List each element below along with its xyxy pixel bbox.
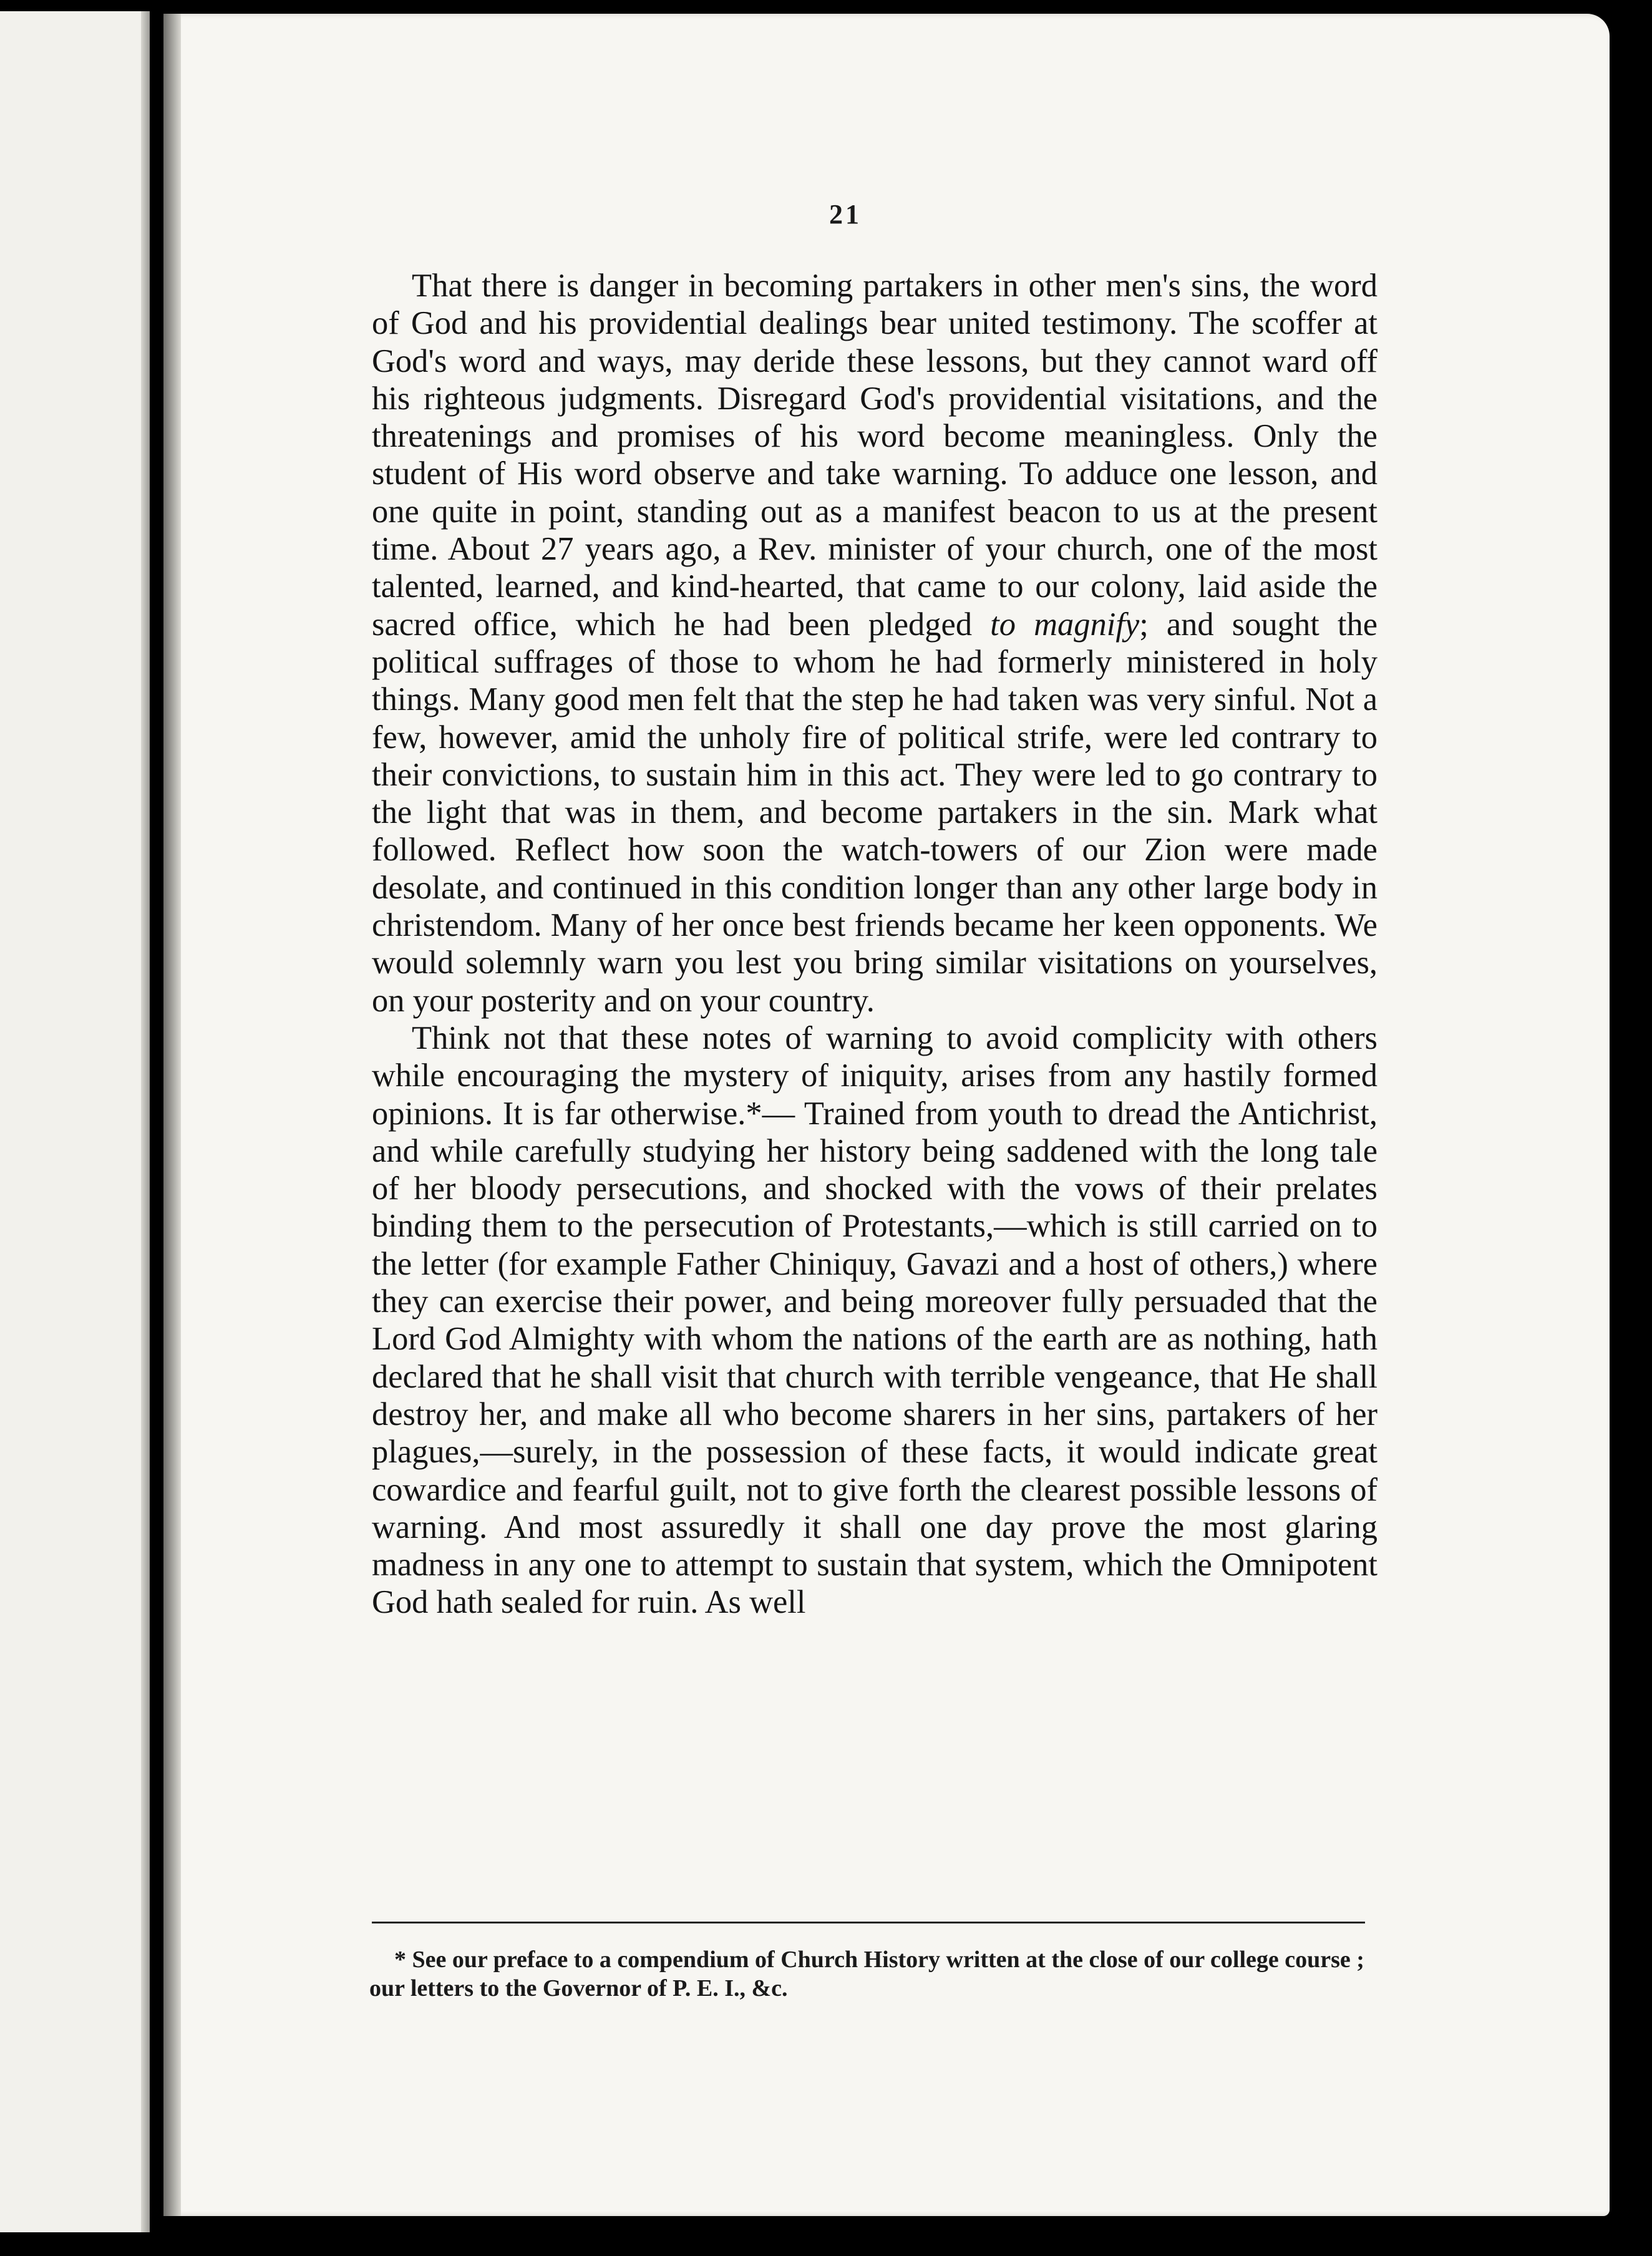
footnote-divider — [372, 1922, 1365, 1923]
paragraph — [372, 267, 1377, 1019]
paragraph-text: That there is danger in becoming partakers in other men's sins, the word of God and his providential dealings bear united testimony. The scoffer at God's word and ways, may deride these lessons, but they cannot ward off his righteous judgments. Disregard God's providential visitations, and the threatenings and promises of his word become meaningless. Only the student of His word observe and take warning. To adduce one lesson, and one quite in point, standing out as a manifest beacon to us at the present time. About 27 years ago, a Rev. minister of your church, one of the most talented, learned, and kind-hearted, that came to our colony, laid aside the sacred office, which he had been pledged — [372, 268, 1377, 643]
footnote: * See our preface to a compendium of Church History written at the close of our college course ; our letters to the Governor of P. E. I., &c. — [369, 1947, 1364, 2001]
emphasis-text: to magnify — [990, 606, 1140, 643]
paragraph: Think not that these notes of warning to avoid complicity with others while encouraging the mystery of iniquity, arises from any hastily formed opinions. It is far otherwise.*— Trained from youth to dread the Antichrist, and while carefully studying her history being saddened with the long tale of her bloody persecutions, and shocked with the vows of their prelates binding them to the persecution of Protestants,—which is still carried on to the letter (for example Father Chiniquy, Gavazi and a host of others,) where they can exercise their power, and being moreover fully persuaded that the Lord God Almighty with whom the nations of the earth are as nothing, hath declared that he shall visit that church with terrible vengeance, that He shall destroy her, and make all who become sharers in her sins, partakers of her plagues,—surely, in the possession of these facts, it would indicate great cowardice and fearful guilt, not to give forth the clearest possible lessons of warning. And most assuredly it shall one day prove the most glaring madness in any one to attempt to sustain that system, which the Omnipotent God hath sealed for ruin. As well — [372, 1019, 1377, 1621]
previous-page-edge — [0, 11, 150, 2232]
binding-shadow — [163, 14, 181, 2216]
page-fold-shadow — [141, 11, 150, 2232]
paragraph-text: ; and sought the political suffrages of those to whom he had formerly ministered in holy things. Many good men felt that the step he had taken was very sinful. Not a few, however, amid the unholy fire of political strife, were led contrary to their convictions, to sustain him in this act. They were led to go contrary to the light that was in them, and become partakers in the sin. Mark what followed. Reflect how soon the watch-towers of our Zion were made desolate, and continued in this condition longer than any other large body in christendom. Many of her once best friends became her keen opponents. We would solemnly warn you lest you bring similar visitations on yourselves, on your posterity and on your country. — [372, 606, 1377, 1019]
body-text — [372, 267, 1377, 1622]
page-number: 21 — [829, 199, 862, 230]
